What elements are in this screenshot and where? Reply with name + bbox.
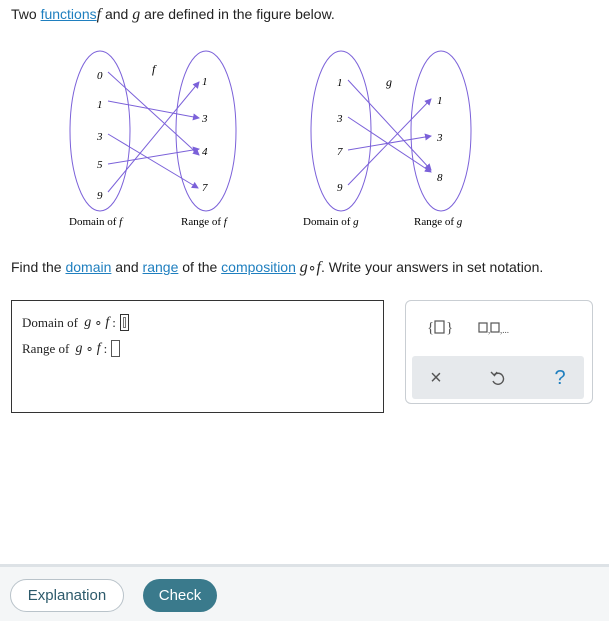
g-arrow <box>348 136 431 150</box>
question-text <box>11 259 543 277</box>
colon: : <box>112 314 116 330</box>
set-braces-icon[interactable] <box>426 316 454 338</box>
f-arrow <box>108 82 199 192</box>
prompt-text: Two <box>11 6 41 22</box>
range-f-element: 4 <box>202 146 208 158</box>
f-arrow <box>108 101 199 118</box>
compose-symbol: ∘ <box>85 340 94 356</box>
undo-icon[interactable] <box>486 366 510 390</box>
problem-statement <box>11 6 335 24</box>
range-f-caption: Range of f <box>181 216 227 228</box>
domain-g-element: 3 <box>337 113 343 125</box>
range-label: Range of <box>22 340 70 356</box>
explanation-button[interactable]: Explanation <box>10 579 124 612</box>
prompt-text: Find the <box>11 259 66 275</box>
range-f-element: 7 <box>202 182 208 194</box>
prompt-text: and <box>101 6 133 22</box>
svg-text:,: , <box>488 325 491 335</box>
clear-icon[interactable]: × <box>430 366 442 389</box>
f-symbol: f <box>96 340 101 356</box>
domain-g-element: 9 <box>337 182 343 194</box>
prompt-text: of the <box>178 259 222 275</box>
range-f-element: 3 <box>202 113 208 125</box>
domain-f-element: 5 <box>97 159 103 171</box>
g-symbol: g <box>75 340 83 356</box>
prompt-text: and <box>111 259 143 275</box>
domain-answer-input[interactable] <box>120 314 129 331</box>
composition-link[interactable]: composition <box>221 259 296 275</box>
list-icon[interactable] <box>478 316 518 338</box>
range-g-element: 8 <box>437 172 443 184</box>
check-button[interactable]: Check <box>143 579 217 612</box>
range-f-element: 1 <box>202 76 208 88</box>
range-g-element: 3 <box>437 132 443 144</box>
range-g-caption: Range of g <box>414 216 463 228</box>
g-symbol: g <box>299 259 308 276</box>
svg-text:{: { <box>427 320 435 336</box>
functions-link[interactable]: functions <box>40 6 97 22</box>
domain-answer-row <box>22 314 129 331</box>
colon: : <box>103 340 108 356</box>
prompt-text: are defined in the figure below. <box>140 6 335 22</box>
range-g-element: 1 <box>437 95 443 107</box>
f-map-label: f <box>152 62 156 76</box>
svg-text:,...: ,... <box>500 325 509 335</box>
mapping-diagram <box>0 40 609 235</box>
range-link[interactable]: range <box>142 259 179 275</box>
domain-f-element: 9 <box>97 190 103 202</box>
bottom-bar <box>0 564 609 621</box>
compose-symbol: ∘ <box>307 259 317 275</box>
answer-box <box>11 300 384 413</box>
svg-text:}: } <box>446 320 453 336</box>
domain-f-element: 0 <box>97 70 103 82</box>
f-symbol: f <box>316 259 321 276</box>
help-icon[interactable]: ? <box>554 366 566 389</box>
domain-g-caption: Domain of g <box>303 216 359 228</box>
range-answer-row <box>22 340 120 357</box>
g-symbol: g <box>84 314 92 330</box>
compose-symbol: ∘ <box>94 314 103 330</box>
f-symbol: f <box>105 314 110 330</box>
domain-f-element: 1 <box>97 99 103 111</box>
f-symbol: f <box>96 6 102 23</box>
domain-link[interactable]: domain <box>65 259 112 275</box>
g-map-label: g <box>386 75 392 89</box>
prompt-text: . Write your answers in set notation. <box>320 259 544 275</box>
range-g-oval <box>411 51 471 211</box>
math-toolbox <box>405 300 593 404</box>
domain-f-caption: Domain of f <box>69 216 123 228</box>
domain-g-element: 7 <box>337 146 343 158</box>
domain-f-element: 3 <box>97 131 103 143</box>
domain-g-element: 1 <box>337 77 343 89</box>
domain-label: Domain of <box>22 314 78 330</box>
toolbox-actions <box>412 356 584 399</box>
g-arrow <box>348 99 431 185</box>
g-symbol: g <box>132 6 141 23</box>
range-answer-input[interactable] <box>111 340 120 357</box>
